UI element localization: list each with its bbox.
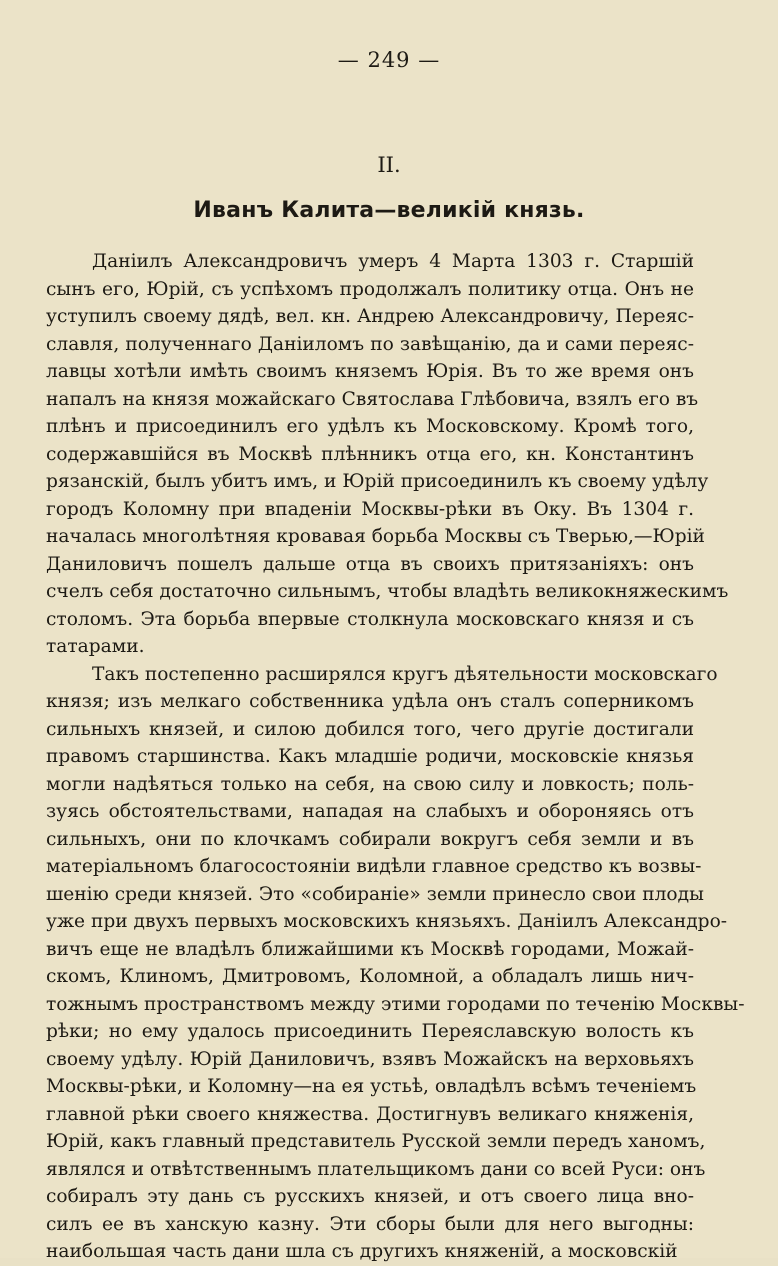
text-line: матеріальномъ благосостояніи видѣли главное средство къ возвы- [46,856,702,877]
text-line: являлся и отвѣтственнымъ плательщикомъ дани со всей Руси: онъ [46,1158,706,1180]
section-number: II. [377,153,401,177]
text-line: сильныхъ, они по клочкамъ собирали вокругъ себя земли и въ [46,828,694,850]
text-line: сильныхъ князей, и силою добился того, чего другіе достигали [46,718,694,740]
text-line: содержавшійся въ Москвѣ плѣнникъ отца его, кн. Константинъ [46,443,694,465]
text-line: татарами. [46,636,145,657]
text-line: Такъ постепенно расширялся кругъ дѣятельности московскаго [92,663,718,685]
text-line: главной рѣки своего княжества. Достигнувъ великаго княженія, [46,1103,694,1125]
text-line: уступилъ своему дядѣ, вел. кн. Андрею Александровичу, Переяс- [46,306,694,327]
body-text [46,248,745,1266]
text-line: столомъ. Эта борьба впервые столкнула московскаго князя и съ [46,608,694,630]
text-line: князя; изъ мелкаго собственника удѣла онъ сталъ соперникомъ [46,691,694,712]
text-line: могли надѣяться только на себя, на свою силу и ловкость; поль- [46,773,694,795]
text-line: рѣки; но ему удалось присоединить Переяславскую волость къ [46,1021,694,1042]
text-line: своему удѣлу. Юрій Даниловичъ, взявъ Можайскъ на верховьяхъ [46,1048,694,1070]
text-line: уже при двухъ первыхъ московскихъ князьяхъ. Даніилъ Александро- [46,911,728,932]
text-line: скомъ, Клиномъ, Дмитровомъ, Коломной, а обладалъ лишь нич- [46,966,694,987]
text-line: правомъ старшинства. Какъ младшіе родичи, московскіе князья [46,746,694,767]
text-line: вичъ еще не владѣлъ ближайшими къ Москвѣ городами, Можай- [46,938,694,960]
text-line: напалъ на князя можайскаго Святослава Глѣбовича, взялъ его въ [46,388,699,410]
paragraph-1 [46,248,729,661]
text-line: шенію среди князей. Это «собираніе» земли принесло свои плоды [46,883,704,905]
text-line: зуясь обстоятельствами, нападая на слабыхъ и обороняясь отъ [46,801,694,822]
text-line: лавцы хотѣли имѣть своимъ княземъ Юрія. Въ то же время онъ [46,361,694,382]
text-line: наибольшая часть дани шла съ другихъ княженій, а московскій [46,1241,678,1262]
text-line: славля, полученнаго Даніиломъ по завѣщанію, да и сами переяс- [46,333,694,355]
chapter-title: Иванъ Калита—великій князь. [193,198,585,223]
text-line: городъ Коломну при впаденіи Москвы-рѣки въ Оку. Въ 1304 г. [46,498,694,520]
text-line: тожнымъ пространствомъ между этими городами по теченію Москвы- [46,993,745,1015]
text-line: началась многолѣтняя кровавая борьба Москвы съ Тверью,—Юрій [46,526,705,547]
text-line: счелъ себя достаточно сильнымъ, чтобы владѣть великокняжескимъ [46,581,729,602]
text-line: Даніилъ Александровичъ умеръ 4 Марта 1303 г. Старшій [92,251,694,272]
text-line: плѣнъ и присоединилъ его удѣлъ къ Московскому. Кромѣ того, [46,416,694,437]
text-line: сынъ его, Юрій, съ успѣхомъ продолжалъ политику отца. Онъ не [46,278,694,300]
text-line: Юрій, какъ главный представитель Русской земли передъ ханомъ, [46,1131,706,1152]
page-number: — 249 — [337,48,441,72]
paragraph-2 [46,661,745,1266]
text-line: Москвы-рѣки, и Коломну—на ея устьѣ, овладѣлъ всѣмъ теченіемъ [46,1076,697,1097]
text-line: силъ ее въ ханскую казну. Эти сборы были для него выгодны: [46,1213,694,1235]
text-line: собиралъ эту дань съ русскихъ князей, и отъ своего лица вно- [46,1186,694,1207]
text-line: Даниловичъ пошелъ дальше отца въ своихъ притязаніяхъ: онъ [46,553,694,575]
text-line: рязанскій, былъ убитъ имъ, и Юрій присоединилъ къ своему удѣлу [46,471,709,492]
